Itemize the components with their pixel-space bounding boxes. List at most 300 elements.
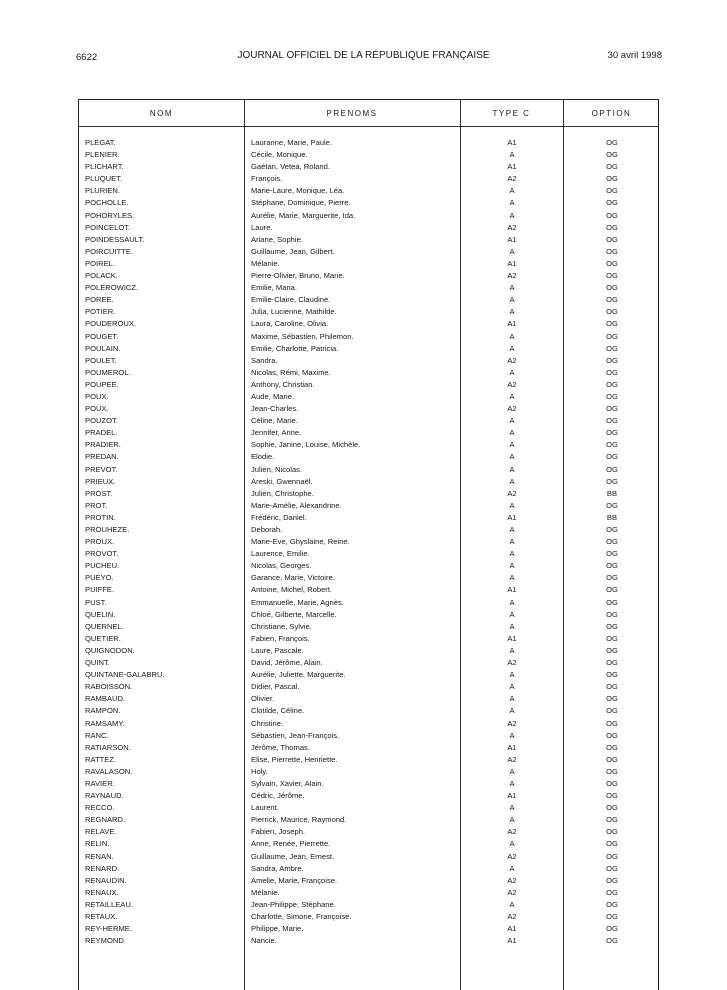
cell-nom: RELAVE. — [85, 827, 117, 837]
cell-type: A — [509, 815, 515, 825]
table-row — [79, 826, 658, 838]
cell-prenoms: Emmanuelle, Marie, Agnès. — [251, 597, 344, 607]
cell-option: OG — [606, 464, 618, 474]
cell-option: OG — [606, 537, 618, 547]
cell-prenoms: Cécile, Monique. — [251, 150, 308, 160]
cell-type: A — [509, 597, 515, 607]
table-row — [79, 851, 658, 863]
cell-nom: RATIARSON. — [85, 742, 131, 752]
cell-option: OG — [606, 283, 618, 293]
table-row — [79, 887, 658, 899]
cell-prenoms: Emilie-Claire, Claudine. — [251, 295, 331, 305]
cell-nom: POINCELOT. — [85, 222, 131, 232]
cell-nom: RAMBAUD. — [85, 694, 126, 704]
cell-prenoms: Marie-Eve, Ghyslaine, Reine. — [251, 537, 350, 547]
cell-type: A — [509, 464, 515, 474]
cell-type: A2 — [507, 404, 517, 414]
cell-nom: PROST. — [85, 488, 113, 498]
cell-nom: POREE. — [85, 295, 114, 305]
page-number: 6622 — [76, 52, 98, 63]
table-row — [79, 391, 658, 403]
cell-type: A2 — [507, 355, 517, 365]
cell-option: BB — [606, 488, 618, 498]
table-row — [79, 210, 658, 222]
cell-nom: RELIN. — [85, 839, 110, 849]
cell-type: A1 — [507, 319, 517, 329]
table-row — [79, 560, 658, 572]
cell-prenoms: Marie-Laure, Monique, Léa. — [251, 186, 345, 196]
cell-nom: POTIER. — [85, 307, 116, 317]
cell-type: A — [509, 670, 515, 680]
cell-prenoms: Sébastien, Jean-François. — [251, 730, 340, 740]
cell-option: OG — [606, 452, 618, 462]
cell-option: OG — [606, 258, 618, 268]
cell-type: A2 — [507, 827, 517, 837]
cell-prenoms: Frédéric, Daniel. — [251, 512, 307, 522]
cell-nom: POLEROWICZ. — [85, 283, 139, 293]
cell-prenoms: Antoine, Michel, Robert. — [251, 585, 333, 595]
table-row — [79, 270, 658, 282]
cell-nom: PROVOT. — [85, 549, 119, 559]
table-row — [79, 524, 658, 536]
cell-prenoms: Gaétan, Vetea, Roland. — [251, 162, 330, 172]
cell-prenoms: Nancie. — [251, 936, 277, 946]
cell-option: OG — [606, 839, 618, 849]
cell-nom: REY-HERME. — [85, 924, 132, 934]
table-row — [79, 451, 658, 463]
cell-option: OG — [606, 936, 618, 946]
cell-nom: PLEGAT. — [85, 138, 116, 147]
cell-type: A2 — [507, 174, 517, 184]
cell-prenoms: Jennifer, Anne. — [251, 428, 302, 438]
table-row — [79, 718, 658, 730]
cell-option: OG — [606, 138, 618, 147]
table-row — [79, 730, 658, 742]
cell-type: A — [509, 416, 515, 426]
table-row — [79, 645, 658, 657]
cell-type: A — [509, 573, 515, 583]
cell-option: OG — [606, 827, 618, 837]
table-row — [79, 621, 658, 633]
cell-prenoms: François. — [251, 174, 283, 184]
cell-type: A — [509, 210, 515, 220]
cell-type: A — [509, 150, 515, 160]
cell-type: A — [509, 452, 515, 462]
cell-option: OG — [606, 476, 618, 486]
cell-type: A — [509, 525, 515, 534]
cell-type: A2 — [507, 379, 517, 389]
cell-prenoms: Jean-Charles. — [251, 404, 299, 414]
cell-type: A — [509, 537, 515, 547]
cell-option: OG — [606, 295, 618, 305]
cell-type: A — [509, 730, 515, 740]
table-row — [79, 173, 658, 185]
cell-prenoms: Marie-Amélie, Alexandrine. — [251, 500, 342, 510]
table-row — [79, 476, 658, 488]
table-row — [79, 318, 658, 330]
cell-prenoms: Clotilde, Céline. — [251, 706, 305, 716]
cell-prenoms: Chloé, Gilberte, Marcelle. — [251, 609, 337, 619]
cell-option: OG — [606, 174, 618, 184]
cell-type: A2 — [507, 912, 517, 921]
cell-option: OG — [606, 658, 618, 668]
cell-option: OG — [606, 706, 618, 716]
cell-prenoms: Aurélie, Marie, Marguerite, Ida. — [251, 210, 356, 220]
table-row — [79, 403, 658, 415]
cell-prenoms: Guillaume, Jean, Ernest. — [251, 851, 335, 861]
cell-type: A — [509, 307, 515, 317]
column-header-prenoms: PRENOMS — [326, 109, 378, 118]
cell-type: A — [509, 549, 515, 559]
cell-type: A — [509, 428, 515, 438]
cell-type: A — [509, 694, 515, 704]
cell-nom: PUEYO. — [85, 573, 114, 583]
table-row — [79, 427, 658, 439]
cell-nom: QUINT. — [85, 658, 110, 668]
table-row — [79, 294, 658, 306]
cell-type: A — [509, 803, 515, 813]
cell-option: OG — [606, 561, 618, 571]
cell-type: A1 — [507, 742, 517, 752]
cell-prenoms: Laure. — [251, 222, 273, 232]
table-body — [79, 137, 658, 947]
cell-prenoms: Emilie, Maria. — [251, 283, 297, 293]
cell-type: A — [509, 778, 515, 788]
cell-type: A — [509, 295, 515, 305]
cell-option: OG — [606, 887, 618, 897]
cell-prenoms: Anthony, Christian. — [251, 379, 315, 389]
cell-prenoms: Christiane, Sylvie. — [251, 621, 312, 631]
cell-prenoms: Anne, Renée, Pierrette. — [251, 839, 331, 849]
cell-option: OG — [606, 271, 618, 281]
table-row — [79, 439, 658, 451]
column-header-type: TYPE C — [492, 109, 531, 118]
cell-nom: PRADEL. — [85, 428, 118, 438]
cell-nom: PROUHEZE. — [85, 525, 130, 534]
cell-type: A — [509, 609, 515, 619]
cell-nom: POUDEROUX. — [85, 319, 137, 329]
cell-option: OG — [606, 730, 618, 740]
cell-prenoms: Laure, Pascale. — [251, 645, 304, 655]
cell-option: OG — [606, 754, 618, 764]
cell-prenoms: Laurent. — [251, 803, 279, 813]
table-row — [79, 935, 658, 947]
cell-option: OG — [606, 899, 618, 909]
cell-option: OG — [606, 573, 618, 583]
cell-prenoms: Julia, Lucienne, Mathilde. — [251, 307, 337, 317]
table-row — [79, 488, 658, 500]
cell-option: OG — [606, 150, 618, 160]
cell-option: OG — [606, 549, 618, 559]
cell-prenoms: Guillaume, Jean, Gilbert. — [251, 246, 335, 256]
table-row — [79, 790, 658, 802]
cell-prenoms: Fabien, Joseph. — [251, 827, 306, 837]
cell-option: OG — [606, 863, 618, 873]
cell-type: A1 — [507, 924, 517, 934]
table-row — [79, 754, 658, 766]
cell-prenoms: Sandra. — [251, 355, 278, 365]
cell-option: OG — [606, 331, 618, 341]
cell-type: A2 — [507, 222, 517, 232]
cell-type: A1 — [507, 234, 517, 244]
column-header-nom: NOM — [149, 109, 174, 118]
cell-prenoms: Olivier. — [251, 694, 275, 704]
cell-type: A — [509, 246, 515, 256]
table-row — [79, 911, 658, 923]
table-row — [79, 597, 658, 609]
cell-nom: RETAILLEAU. — [85, 899, 133, 909]
cell-option: OG — [606, 645, 618, 655]
cell-option: OG — [606, 307, 618, 317]
cell-nom: QUERNEL. — [85, 621, 124, 631]
cell-type: A1 — [507, 512, 517, 522]
cell-prenoms: Sandra, Ambre. — [251, 863, 304, 873]
cell-nom: PLENIER. — [85, 150, 120, 160]
cell-type: A — [509, 839, 515, 849]
cell-nom: PROTIN. — [85, 512, 116, 522]
cell-nom: POUZOT. — [85, 416, 118, 426]
cell-option: OG — [606, 162, 618, 172]
cell-option: OG — [606, 198, 618, 208]
cell-nom: RENAN. — [85, 851, 114, 861]
table-row — [79, 464, 658, 476]
cell-prenoms: David, Jérôme, Alain. — [251, 658, 323, 668]
cell-option: OG — [606, 391, 618, 401]
cell-nom: POINDESSAULT. — [85, 234, 145, 244]
cell-type: A — [509, 500, 515, 510]
table-row — [79, 548, 658, 560]
table-row — [79, 379, 658, 391]
cell-option: OG — [606, 803, 618, 813]
cell-nom: PROUX. — [85, 537, 115, 547]
cell-nom: PLUQUET. — [85, 174, 123, 184]
cell-option: OG — [606, 234, 618, 244]
cell-option: OG — [606, 815, 618, 825]
cell-option: OG — [606, 210, 618, 220]
cell-type: A — [509, 476, 515, 486]
column-header-option: OPTION — [591, 109, 632, 118]
cell-option: OG — [606, 766, 618, 776]
table-row — [79, 802, 658, 814]
cell-nom: PUCHEU. — [85, 561, 120, 571]
cell-option: OG — [606, 416, 618, 426]
table-row — [79, 500, 658, 512]
cell-option: OG — [606, 500, 618, 510]
cell-nom: PREVOT. — [85, 464, 118, 474]
cell-prenoms: Philippe, Marie. — [251, 924, 304, 934]
table-row — [79, 306, 658, 318]
cell-type: A2 — [507, 718, 517, 728]
cell-option: OG — [606, 428, 618, 438]
cell-nom: RENARD. — [85, 863, 120, 873]
table-row — [79, 161, 658, 173]
table-row — [79, 584, 658, 596]
cell-type: A — [509, 863, 515, 873]
cell-prenoms: Nicolas, Georges. — [251, 561, 312, 571]
table-row — [79, 875, 658, 887]
cell-nom: PRADIER. — [85, 440, 121, 450]
cell-type: A — [509, 561, 515, 571]
cell-prenoms: Jean-Philippe, Stéphane. — [251, 899, 336, 909]
cell-prenoms: Lauranne, Marie, Paule. — [251, 138, 333, 147]
cell-nom: POULET. — [85, 355, 117, 365]
table-row — [79, 415, 658, 427]
cell-option: OG — [606, 525, 618, 534]
cell-prenoms: Amelie, Marie, Françoise. — [251, 875, 338, 885]
cell-type: A2 — [507, 851, 517, 861]
cell-nom: POUMEROL. — [85, 367, 131, 377]
cell-option: OG — [606, 379, 618, 389]
cell-nom: PREDAN. — [85, 452, 119, 462]
cell-type: A2 — [507, 887, 517, 897]
table-row — [79, 923, 658, 935]
cell-type: A — [509, 899, 515, 909]
cell-type: A2 — [507, 875, 517, 885]
table-row — [79, 246, 658, 258]
cell-type: A — [509, 766, 515, 776]
cell-nom: RENAUDIN. — [85, 875, 127, 885]
cell-type: A2 — [507, 658, 517, 668]
table-row — [79, 222, 658, 234]
table-row — [79, 137, 658, 149]
cell-option: OG — [606, 597, 618, 607]
cell-nom: POIREL. — [85, 258, 115, 268]
cell-option: OG — [606, 186, 618, 196]
table-row — [79, 512, 658, 524]
cell-option: OG — [606, 355, 618, 365]
cell-type: A2 — [507, 754, 517, 764]
cell-prenoms: Sylvain, Xavier, Alain. — [251, 778, 324, 788]
cell-type: A1 — [507, 936, 517, 946]
cell-nom: POIRCUITTE. — [85, 246, 134, 256]
cell-prenoms: Areski, Gwennaël. — [251, 476, 313, 486]
cell-option: OG — [606, 633, 618, 643]
cell-prenoms: Christine. — [251, 718, 284, 728]
cell-nom: POLACK. — [85, 271, 118, 281]
cell-nom: PUIFFE. — [85, 585, 115, 595]
cell-nom: RAMPON. — [85, 706, 121, 716]
cell-prenoms: Julien, Nicolas. — [251, 464, 303, 474]
cell-type: A — [509, 645, 515, 655]
cell-option: OG — [606, 246, 618, 256]
cell-prenoms: Ariane, Sophie. — [251, 234, 303, 244]
table-row — [79, 899, 658, 911]
cell-option: OG — [606, 875, 618, 885]
cell-prenoms: Laura, Caroline, Olivia. — [251, 319, 329, 329]
cell-option: OG — [606, 367, 618, 377]
cell-option: OG — [606, 222, 618, 232]
cell-type: A — [509, 682, 515, 692]
table-row — [79, 331, 658, 343]
cell-nom: REGNARD. — [85, 815, 126, 825]
cell-prenoms: Nicolas, Rémi, Maxime. — [251, 367, 331, 377]
cell-prenoms: Holy. — [251, 766, 268, 776]
cell-prenoms: Cédric, Jérôme. — [251, 791, 305, 801]
table-row — [79, 669, 658, 681]
cell-option: OG — [606, 319, 618, 329]
cell-type: A1 — [507, 258, 517, 268]
table-row — [79, 536, 658, 548]
table-row — [79, 282, 658, 294]
table-row — [79, 838, 658, 850]
cell-nom: PROT. — [85, 500, 108, 510]
cell-option: OG — [606, 404, 618, 414]
page-header — [0, 48, 727, 64]
table-row — [79, 863, 658, 875]
cell-nom: RENAUX. — [85, 887, 119, 897]
table-row — [79, 681, 658, 693]
table-row — [79, 367, 658, 379]
cell-prenoms: Charlotte, Simone, Françoise. — [251, 912, 352, 921]
cell-nom: RECCO. — [85, 803, 115, 813]
cell-prenoms: Elise, Pierrette, Henriette. — [251, 754, 338, 764]
cell-type: A — [509, 343, 515, 353]
table-row — [79, 234, 658, 246]
cell-prenoms: Maxime, Sébastien, Philemon. — [251, 331, 354, 341]
cell-nom: RATTEZ. — [85, 754, 117, 764]
cell-prenoms: Aude, Marie. — [251, 391, 295, 401]
cell-option: OG — [606, 621, 618, 631]
cell-nom: PRIEUX. — [85, 476, 116, 486]
cell-type: A — [509, 391, 515, 401]
cell-nom: POUX. — [85, 391, 109, 401]
cell-type: A1 — [507, 791, 517, 801]
cell-prenoms: Julien, Christophe. — [251, 488, 314, 498]
cell-type: A2 — [507, 271, 517, 281]
table-row — [79, 355, 658, 367]
cell-option: OG — [606, 440, 618, 450]
cell-nom: QUETIER. — [85, 633, 121, 643]
cell-option: OG — [606, 343, 618, 353]
cell-prenoms: Pierre-Olivier, Bruno, Marie. — [251, 271, 345, 281]
cell-prenoms: Elodie. — [251, 452, 275, 462]
cell-prenoms: Deborah. — [251, 525, 283, 534]
cell-nom: QUELIN. — [85, 609, 116, 619]
cell-nom: QUIGNODON. — [85, 645, 135, 655]
table-row — [79, 742, 658, 754]
cell-nom: REYMOND. — [85, 936, 126, 946]
table-row — [79, 185, 658, 197]
cell-nom: QUINTANE-GALABRU. — [85, 670, 165, 680]
cell-option: OG — [606, 924, 618, 934]
cell-prenoms: Pierrick, Maurice, Raymond. — [251, 815, 347, 825]
cell-type: A — [509, 283, 515, 293]
cell-nom: RAVALASON. — [85, 766, 133, 776]
table-row — [79, 705, 658, 717]
cell-option: OG — [606, 585, 618, 595]
table-row — [79, 657, 658, 669]
cell-prenoms: Stéphane, Dominique, Pierre. — [251, 198, 351, 208]
cell-type: A — [509, 198, 515, 208]
cell-option: BB — [606, 512, 618, 522]
cell-nom: POUGET. — [85, 331, 119, 341]
cell-nom: POCHOLLE. — [85, 198, 129, 208]
cell-prenoms: Fabien, François. — [251, 633, 310, 643]
cell-type: A1 — [507, 162, 517, 172]
cell-option: OG — [606, 670, 618, 680]
cell-nom: RANC. — [85, 730, 109, 740]
cell-prenoms: Didier, Pascal. — [251, 682, 300, 692]
table-row — [79, 766, 658, 778]
cell-prenoms: Céline, Marie. — [251, 416, 298, 426]
table-row — [79, 343, 658, 355]
cell-nom: POUX. — [85, 404, 109, 414]
cell-nom: PLICHART. — [85, 162, 124, 172]
cell-type: A1 — [507, 633, 517, 643]
cell-prenoms: Aurélie, Juliette, Marguerite. — [251, 670, 346, 680]
cell-option: OG — [606, 791, 618, 801]
cell-prenoms: Laurence, Emilie. — [251, 549, 310, 559]
